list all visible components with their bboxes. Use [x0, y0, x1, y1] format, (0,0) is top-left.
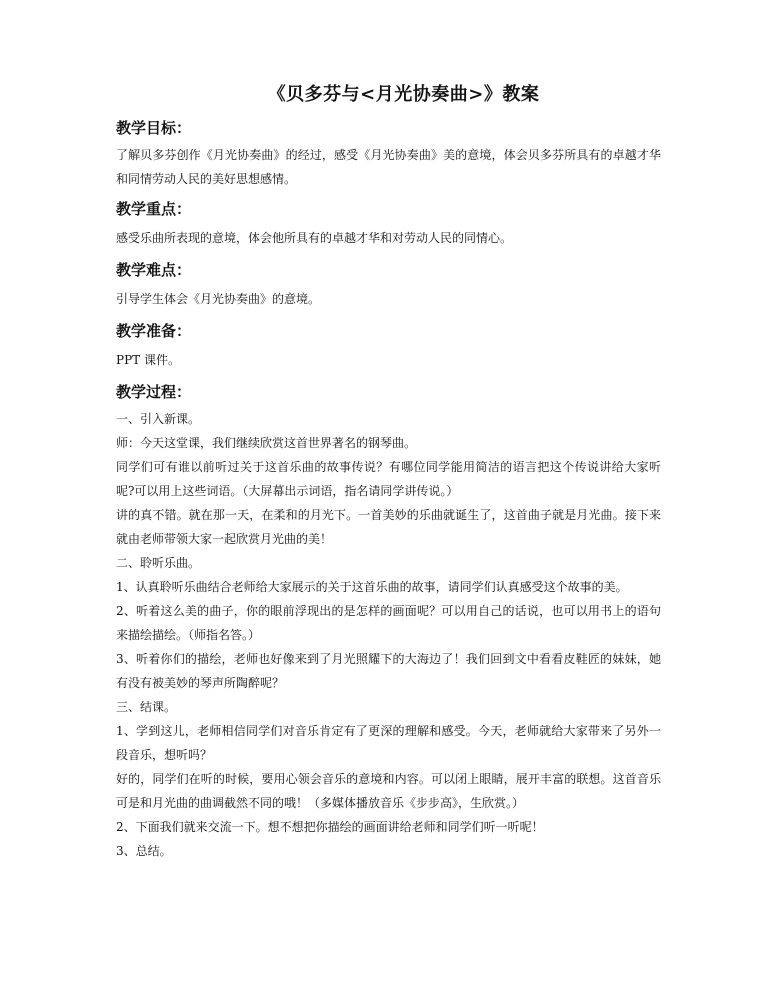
document-title: 《贝多芬与<月光协奏曲>》教案: [267, 84, 540, 105]
paragraph: 1、学到这儿，老师相信同学们对音乐肯定有了更深的理解和感受。今天，老师就给大家带来了另外一段音乐，想听吗？: [116, 724, 661, 762]
paragraph: 好的，同学们在听的时候，要用心领会音乐的意境和内容。可以闭上眼睛，展开丰富的联想。这首音乐可是和月光曲的曲调截然不同的哦！（多媒体播放音乐《步步高》，生欣赏。）: [116, 772, 661, 810]
paragraph: 三、结课。: [116, 700, 177, 714]
paragraph: 感受乐曲所表现的意境，体会他所具有的卓越才华和对劳动人民的同情心。: [116, 231, 513, 245]
paragraph: 讲的真不错。就在那一天，在柔和的月光下。一首美妙的乐曲就诞生了，这首曲子就是月光曲。接下来就由老师带领大家一起欣赏月光曲的美！: [116, 508, 661, 546]
paragraph: 2、听着这么美的曲子，你的眼前浮现出的是怎样的画面呢？可以用自己的话说，也可以用书上的语句来描绘描绘。（师指名答。）: [116, 604, 661, 642]
paragraph: 1、认真聆听乐曲结合老师给大家展示的关于这首乐曲的故事，请同学们认真感受这个故事的美。: [116, 580, 628, 594]
section-heading: 教学目标：: [116, 119, 192, 137]
section-objectives: [116, 116, 661, 191]
paragraph: 3、听着你们的描绘，老师也好像来到了月光照耀下的大海边了！我们回到文中看看皮鞋匠的妹妹，她有没有被美妙的琴声所陶醉呢？: [116, 652, 661, 690]
paragraph: 2、下面我们就来交流一下。想不想把你描绘的画面讲给老师和同学们听一听呢！: [116, 820, 544, 834]
section-process: [116, 380, 661, 863]
paragraph: 二、聆听乐曲。: [116, 556, 201, 570]
paragraph: 引导学生体会《月光协奏曲》的意境。: [116, 292, 321, 306]
section-difficulties: [116, 258, 661, 313]
paragraph: PPT 课件。: [116, 353, 180, 367]
section-heading: 教学重点：: [116, 200, 192, 218]
section-heading: 教学准备：: [116, 322, 192, 340]
section-heading: 教学过程：: [116, 383, 192, 401]
section-preparation: [116, 319, 661, 374]
paragraph: 3、总结。: [116, 844, 172, 858]
section-key-points: [116, 197, 661, 252]
lesson-plan-page: [116, 82, 661, 869]
paragraph: 同学们可有谁以前听过关于这首乐曲的故事传说？有哪位同学能用简洁的语言把这个传说讲给大家听呢?可以用上这些词语。（大屏幕出示词语，指名请同学讲传说。）: [116, 460, 661, 498]
paragraph: 了解贝多芬创作《月光协奏曲》的经过，感受《月光协奏曲》美的意境，体会贝多芬所具有的卓越才华和同情劳动人民的美好思想感情。: [116, 148, 661, 186]
paragraph: 师：今天这堂课，我们继续欣赏这首世界著名的钢琴曲。: [116, 436, 417, 450]
paragraph: 一、引入新课。: [116, 412, 201, 426]
section-heading: 教学难点：: [116, 261, 192, 279]
